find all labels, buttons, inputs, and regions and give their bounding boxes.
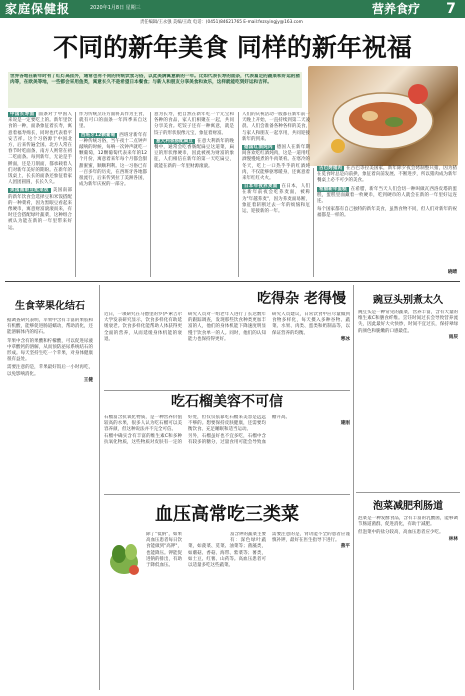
side1-body — [7, 318, 93, 688]
col1-heading-1: 中国长寿面 — [10, 112, 35, 117]
side2-body — [358, 310, 458, 488]
side1-text-3: 需要注意的是，苹果最好饭后一小时再吃，以免影响消化。 — [7, 365, 93, 377]
side3-text-1: 泡菜是一种发酵食品，含有丰富的乳酸菌，能够调节肠道菌群，促进消化，有助于减肥。 — [358, 516, 458, 528]
side1-signature: 王健 — [83, 377, 93, 383]
art2-signature: 寒冰 — [340, 336, 350, 342]
art2-text-3: 研究人员建议，日常饮食中应尽量做到食物多样化，每天摄入多种谷物、蔬菜、水果、肉类、蛋类和奶制品等，以保证营养的均衡。 — [272, 312, 350, 336]
col2-heading-1: 西班牙12颗葡萄 — [81, 132, 116, 138]
col4-heading-1: 德国红酒炖肉 — [244, 145, 273, 151]
col2-text-1: 作为传统烹饪方面将其作为主食，就有可口的面条一年四季来自这里。 — [79, 112, 147, 130]
art-divider — [104, 494, 350, 495]
col3-heading-1: 意大利香肠配扁豆 — [156, 138, 194, 144]
side3-body — [358, 516, 458, 688]
col4-section — [242, 112, 310, 277]
masthead-title: 家庭保健报 — [5, 2, 71, 16]
side2-signature: 雨辰 — [448, 334, 458, 340]
col4-heading-2: 日本年夜荞麦面 — [244, 184, 278, 190]
col5-heading-2: 希腊新年蛋糕 — [319, 186, 347, 192]
art4-text-1: 除了"低钠"，如果高血压患者每日饮食能做到"高钾"，也能降压。钾能促进钠的排出，有助于降低血压。 — [146, 532, 182, 569]
side2-title: 豌豆头别煮太久 — [373, 295, 443, 306]
art3-text-1: 石榴富含抗氧化物质，是一种营养价值较高的水果，很多人认为吃石榴可以美容养颜，但这种说法并不完全可信。 — [104, 415, 182, 433]
col-divider — [313, 168, 314, 277]
section-divider — [5, 281, 460, 282]
art3-body — [104, 415, 350, 492]
col3-text-1: 意为长寿，把自然在新年吃一个元宝和各种的食品，家人们相聚在一起，共同分享美食。吃饺子还有一种寓意，就是饺子的形状很像元宝，象征着财富。 — [154, 112, 234, 136]
col1-text-2: 美国南部的新年饮食会选择豆和米饭搭配的一种菜肴，因为黑眼豆看起来像硬币，寓意财富滚滚而来，有时还会搭配绿叶蔬菜，这种组合被认为能在新的一年里带来好运。 — [8, 188, 72, 231]
right-divider — [353, 285, 354, 690]
art2-text-2: 研究人员对一组老年人进行了长达数年的跟踪调查，发现那些饮食种类更加丰富的人，他们的身体机能下降速度明显慢于饮食单一的人。同时，他们的认知能力也保持得更好。 — [188, 312, 266, 342]
col-divider — [75, 112, 76, 277]
col2-text-2: 西班牙新年有一种传统习俗，当午夜十二点钟声敲响的时候，每响一次钟声就吃一颗葡萄，12颗葡萄代表来年的12个月份，寓意着来年每个月都会甜甜蜜蜜，顺顺利利。这一习俗已有一百多年的历史，在西班牙各地都很流行，后来传到拉丁美洲各国，成为新年庆祝的一部分。 — [79, 132, 147, 188]
side3-signature: 林林 — [448, 536, 458, 542]
summary-text: 世界各地在新年时有了红灯高挂外，通常也有不同的传统饮食习俗，以此美满寓意新的一年。比如代表长寿的面条，代表富足的蔬菜和好运的猪肉等，在欧美等地，一些都会采用鱼类，寓意长久不是希望日本餐食；与新人和朋友分享美食和欢乐，这样就能吃到好运和吉祥。 — [10, 74, 300, 86]
side2-text-1: 豌豆头是一种常见的蔬菜，营养丰富，含有大量的维生素C和膳食纤维。烹饪时间过长会导致营养流失，因此最好大火快炒，时间不宜过长，保持翠绿的颜色和脆嫩的口感最佳。 — [358, 310, 458, 334]
art4-text-3: 需要注意的是，肾功能不全的患者应谨慎补钾，最好在医生指导下进行。 — [272, 532, 350, 544]
col4-text-1: 人们的庆祝活动一般都在新年前一天晚上开始，一直持续到第二天凌晨。人们会准备各种各样的美食，与家人和朋友一起享用，共同迎接新年的到来。 — [242, 112, 310, 142]
art4-title: 血压高常吃三类菜 — [155, 504, 299, 525]
side1-text-2: 苹果中含有的果酸和柠檬酸，可以促进尿液中草酸钙的溶解，从而预防泌尿系统结石的形成。每天坚持生吃一个苹果，对身体健康很有益处。 — [7, 338, 93, 363]
col5-text-2: 在希腊，新年当天人们会切一种叫做瓦西洛皮塔的蛋糕，蛋糕里面藏着一枚硬币，吃到硬币的人就会在新的一年里好运连连。 — [317, 186, 457, 205]
masthead-date: 2020年1月8日 星期三 — [90, 5, 141, 11]
col4-text-2: 德国人在新年期间喜欢吃红酒炖肉，这是一道用红酒慢慢炖煮的牛肉菜肴。在寒冷的冬天，吃上一口热乎乎的红酒炖肉，不仅能够驱寒暖身，还寓意着来年红红火火。 — [242, 145, 310, 182]
art3-title: 吃石榴美容不可信 — [171, 394, 283, 410]
side3-title: 泡菜减肥利肠道 — [373, 501, 443, 512]
lead-signature: 晓晴 — [447, 270, 457, 275]
main-headline: 不同的新年美食 同样的新年祝福 — [53, 33, 412, 62]
art4-signature: 燕平 — [340, 544, 350, 550]
side3-text-2: 但泡菜中的盐分较高，高血压患者应少吃。 — [358, 530, 444, 536]
col2-section — [79, 112, 147, 277]
art4-body — [104, 532, 350, 690]
page-number: 7 — [446, 1, 456, 17]
art3-text-3: 另外，石榴虽好也不宜多吃，石榴中含有较多的糖分，过量食用可能会导致血糖升高。 — [188, 415, 290, 445]
col4-text-3: 在日本，人们在新年前夜会吃荞麦面，被称为"年越荞麦"，因为荞麦面易断，象征着斩断过去一年的烦恼和厄运，迎接新的一年。 — [242, 184, 310, 215]
col5-text-1: 在古巴等拉美国家，新年除夕夜会烤制整只猪，因为猪在觅食时总是向前拱，象征着向前发展、不断进步，所以猪肉成为新年餐桌上必不可少的美食。 — [317, 166, 457, 184]
col1-heading-2: 美国黑眼豆配菜饭 — [10, 188, 49, 194]
art-divider — [104, 390, 350, 391]
art2-title: 吃得杂 老得慢 — [257, 291, 346, 307]
col1-section — [8, 112, 72, 277]
side1-text-1: 据调查研究表明，苹果中含有丰富的果胶和有机酸，能够促进肠道蠕动，帮助消化，还能溶解体内的结石。 — [7, 318, 93, 336]
col-divider — [150, 112, 151, 277]
art2-body — [104, 312, 350, 387]
sidebar-divider — [99, 285, 100, 690]
col5-text-3: 每个国家都有自己独特的新年美食，虽然食物不同，但人们对新年的祝福都是一样的。 — [317, 207, 457, 219]
art4-text-2: 富含钾的蔬菜主要有：深色绿叶蔬菜，如菠菜、苋菜、油菜等；菌藻类，如蘑菇、香菇、海带、紫菜等；薯类，如土豆、红薯、山药等。高血压患者可以适量多吃这些蔬菜。 — [188, 532, 266, 569]
editor-line: 责任编辑/王永强 美编/王政 电话：(0451)84621765 E-mail:fezsyingjy@163.com — [140, 20, 303, 25]
section-title: 营养食疗 — [372, 2, 421, 16]
col1-text-1: 面条对于中国人来说是一定要吃上的。新年里饮食的一种，面条象征着长寿，寓意着福寿绵长，同时也代表着平安吉祥。这个习俗源于中国北方，后来传遍全国。北方人常在春节时吃面条，南方人则常在初二吃面条。每到新年，无论是手擀面，还是刀削面，都承载着人们对新年美好的期盼。在新年的饭桌上，长长的面条还象征着家人团团圆圆，长长久久。 — [8, 112, 72, 186]
art3-text-2: 石榴中确实含有丰富的维生素C和多种抗氧化物质，这些物质对皮肤有一定的好处，但仅仅依靠吃石榴来美容是远远不够的。想要保持皮肤健康，还需要均衡饮食、充足睡眠和适当运动。 — [104, 415, 266, 445]
art2-text-1: 近日，一项研究在马德里的罗伊·索吉尔大学发表研究显示，饮食多样化有助延缓衰老。饮食多样化能帮助人体获得更全面的营养，从而延缓身体机能的衰退。 — [104, 312, 182, 342]
art3-signature: 建刚 — [340, 421, 350, 427]
col5-section — [317, 112, 457, 277]
col3-text-2: 在意大利新年的晚餐中，通常会吃香肠配扁豆这道菜，扁豆的形状像硬币，因此被视为财富的象征，人们相信在新年的第一天吃扁豆，就能在新的一年里财源滚滚。 — [154, 138, 234, 169]
side1-title: 生食苹果化结石 — [15, 301, 85, 312]
col5-heading-1: 古巴烤猪肉 — [319, 166, 343, 171]
side-divider — [356, 492, 460, 493]
col3-section — [154, 112, 234, 277]
col-divider — [238, 112, 239, 277]
